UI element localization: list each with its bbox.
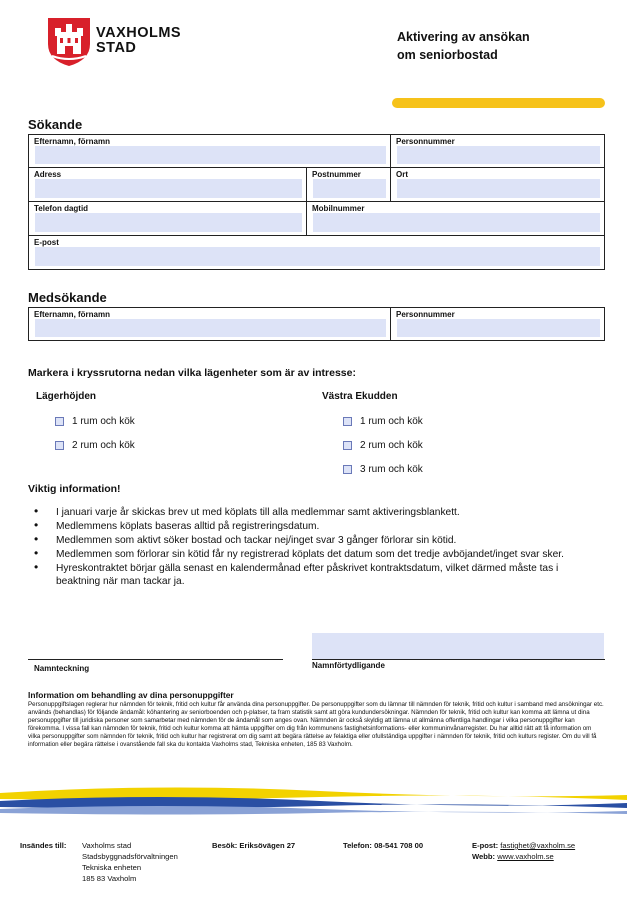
form-title: Aktivering av ansökan om seniorbostad — [397, 30, 530, 62]
section-title-medsokande: Medsökande — [28, 290, 107, 305]
footer-wave — [0, 785, 627, 825]
privacy-text: Personuppgiftslagen reglerar hur nämnden för teknik, fritid och kultur får använda dina personuppgifter. De personuppgifter som du lämnar till nämnden för teknik, fritid och kultur i samband med ansökningar etc. används (behandlas) för följande ändamål: köhantering av seniorboenden och p-platser, ta fram statistik samt att göra kundundersökningar. Nämnden för teknik, fritid och kultur kan komma att lämna ut dina personuppgifter till juridiska personer som samarbetar med nämnden för de ändamål som anges ovan. Nämnden är också skyldig att lämna ut allmänna offentliga handlingar i vilka personuppgifter kan förekomma. I vissa fall kan nämnden för teknik, fritid och kultur komma att hämta uppgifter om dig från kommunens fastighetsinformations- eller kommuninvånarregister. Du har alltid rätt att få information om vilka personuppgifter som nämnden för teknik, fritid och kultur har registrerat om dig samt att begära rättelse av felaktiga eller ofullständiga uppgifter i nämnden för teknik, fritid och kulturs register. Om du vill få information eller begära rättelse i ovanstående fall ska du kontakta Vaxholms stad, Tekniska enheten, 185 83 Vaxholm. — [28, 701, 604, 749]
vastra-ekudden-heading: Västra Ekudden — [322, 391, 398, 402]
privacy-heading: Information om behandling av dina personuppgifter — [28, 690, 234, 700]
clarification-label: Namnförtydligande — [312, 661, 385, 670]
signature-label: Namnteckning — [34, 664, 90, 673]
checkbox-icon[interactable] — [55, 441, 64, 450]
applicant-name-field[interactable]: Efternamn, förnamn — [28, 134, 390, 168]
important-info-list — [34, 506, 594, 589]
footer-visit: Besök: Eriksövägen 27 — [212, 841, 296, 850]
list-item: • Medlemmen som förlorar sin kötid får ny registrerad köplats det datum som det tredje avböjandet/inget svar sker. — [34, 548, 594, 561]
list-item: • Medlemmen som aktivt söker bostad och tackar nej/inget svar 3 gånger förlorar sin kötid. — [34, 534, 594, 547]
lagerhojden-heading: Lägerhöjden — [36, 391, 97, 402]
interest-question: Markera i kryssrutorna nedan vilka lägenheter som är av intresse: — [28, 367, 356, 379]
checkbox-ekudden-2[interactable]: 2 rum och kök — [343, 440, 423, 451]
list-item: • I januari varje år skickas brev ut med köplats till alla medlemmar samt aktiveringsblankett. — [34, 506, 594, 519]
footer-email: E-post: fastighet@vaxholm.se — [472, 841, 576, 850]
footer-phone: Telefon: 08-541 708 00 — [343, 841, 424, 850]
list-item: • Hyreskontraktet börjar gälla senast en kalendermånad efter påskrivet kontraktsdatum, vilket därmed måste tas i beaktning när man tackar ja. — [34, 562, 594, 588]
footer-address: Vaxholms stad Stadsbyggnadsförvaltningen Tekniska enheten 185 83 Vaxholm — [82, 841, 178, 883]
email-link[interactable]: fastighet@vaxholm.se — [500, 841, 576, 850]
ort-field[interactable]: Ort — [390, 168, 605, 202]
list-item: • Medlemmens köplats baseras alltid på registreringsdatum. — [34, 520, 594, 533]
checkbox-lagerhojden-2[interactable]: 2 rum och kök — [55, 440, 135, 451]
checkbox-icon[interactable] — [343, 417, 352, 426]
checkbox-icon[interactable] — [343, 465, 352, 474]
postnr-field[interactable]: Postnummer — [306, 168, 390, 202]
section-title-sokande: Sökande — [28, 117, 83, 132]
email-field[interactable]: E-post — [28, 236, 605, 270]
co-applicant-pnr-field[interactable]: Personnummer — [390, 307, 605, 341]
phone-field[interactable]: Telefon dagtid — [28, 202, 306, 236]
checkbox-ekudden-3[interactable]: 3 rum och kök — [343, 464, 423, 475]
name-clarification-input[interactable] — [312, 633, 604, 659]
important-info-heading: Viktig information! — [28, 483, 121, 495]
org-name: VAXHOLMS STAD — [96, 25, 182, 56]
co-applicant-name-field[interactable]: Efternamn, förnamn — [28, 307, 390, 341]
signature-line[interactable] — [28, 659, 283, 660]
web-link[interactable]: www.vaxholm.se — [497, 852, 554, 861]
coat-of-arms-icon — [46, 16, 92, 68]
footer-send-label: Insändes till: — [20, 841, 67, 850]
header-accent-bar — [392, 98, 605, 108]
mobile-field[interactable]: Mobilnummer — [306, 202, 605, 236]
clarification-line — [312, 659, 605, 660]
checkbox-ekudden-1[interactable]: 1 rum och kök — [343, 416, 423, 427]
checkbox-icon[interactable] — [343, 441, 352, 450]
address-field[interactable]: Adress — [28, 168, 306, 202]
footer-web: Webb: www.vaxholm.se — [472, 852, 554, 861]
checkbox-lagerhojden-1[interactable]: 1 rum och kök — [55, 416, 135, 427]
checkbox-icon[interactable] — [55, 417, 64, 426]
applicant-pnr-field[interactable]: Personnummer — [390, 134, 605, 168]
